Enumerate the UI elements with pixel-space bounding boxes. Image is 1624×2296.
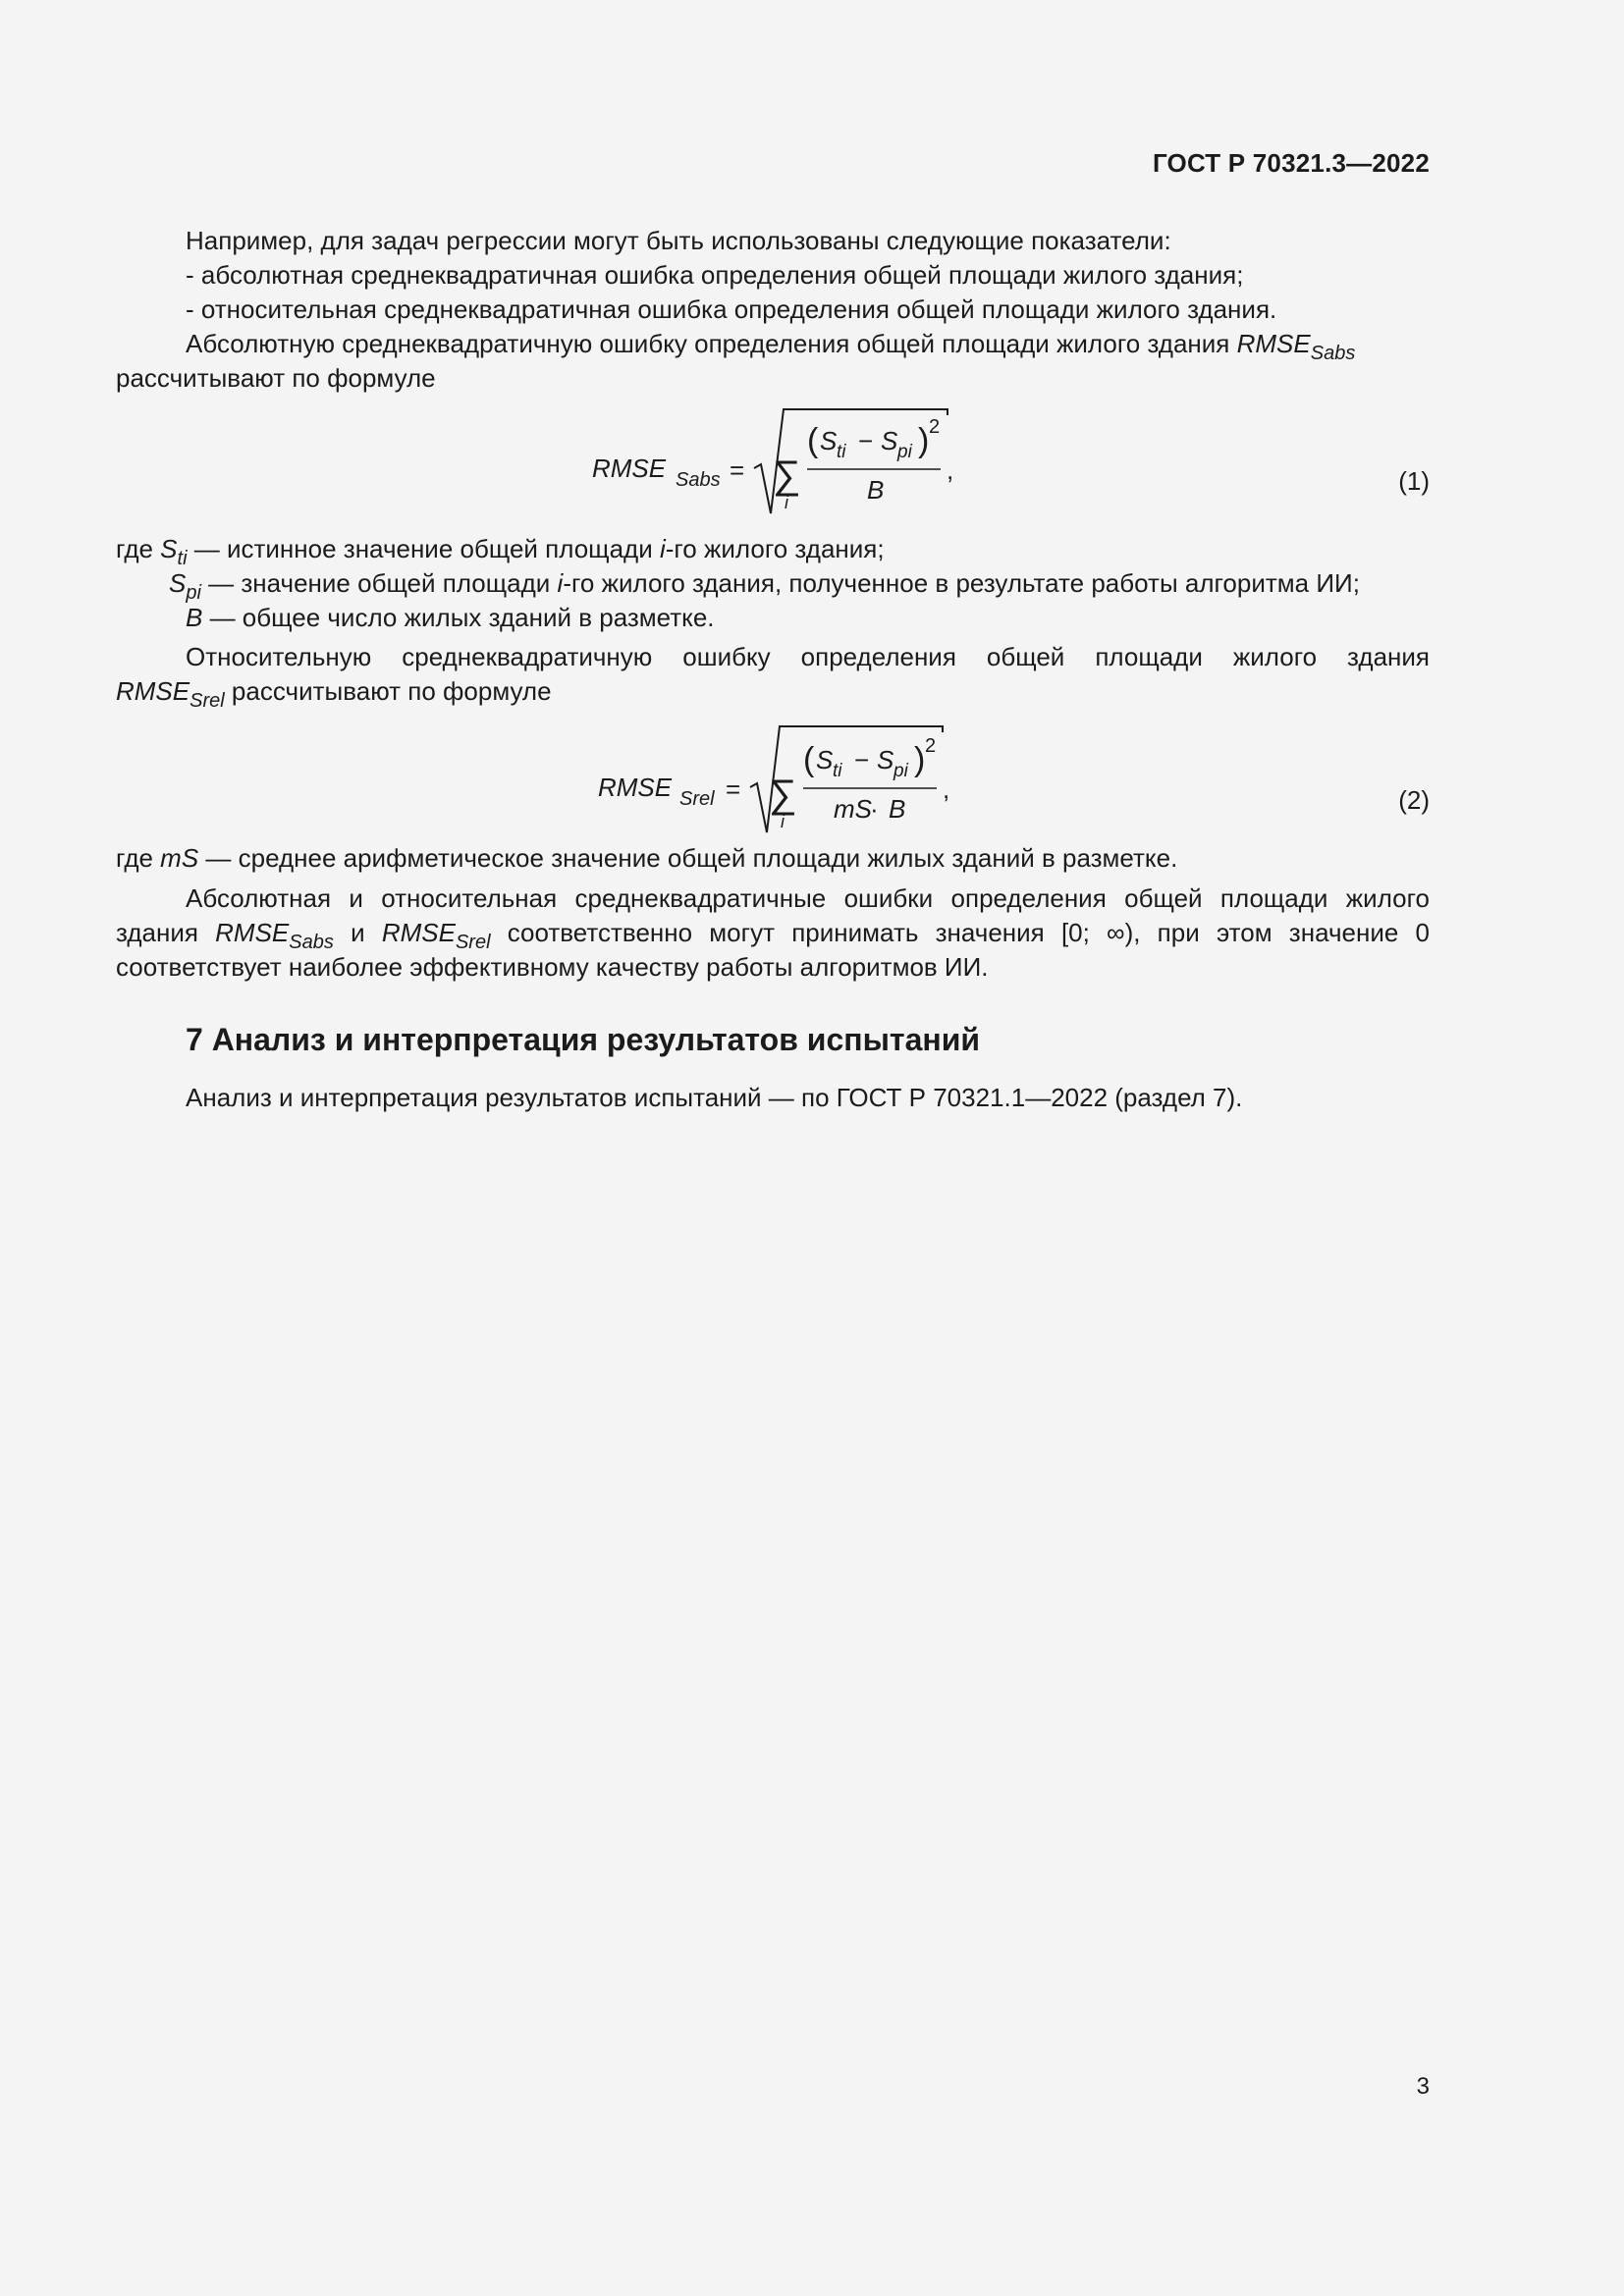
f2-den-dot: · <box>870 794 879 824</box>
f2-den-b: B <box>889 794 906 824</box>
rel-intro-line2: $RMSE_{Srel}$ рассчитывают по формуле <box>116 676 552 712</box>
f2-num-s2: S <box>877 745 894 774</box>
intro-item-abs: - абсолютная среднеквадратичная ошибка определения общей площади жилого здания; <box>186 260 1244 290</box>
where-b: B — общее число жилых зданий в разметке. <box>186 603 715 632</box>
f2-lhs-rmse: RMSE <box>598 773 673 802</box>
svg-text:): ) <box>918 422 930 459</box>
f1-num-sub-pi: pi <box>897 442 912 462</box>
f1-num-sub-ti: ti <box>837 442 846 462</box>
f2-num-s1: S <box>816 745 834 774</box>
f2-num-sub-pi: pi <box>893 761 908 781</box>
where-spi: $S_{pi}$ — значение общей площади i-го жилого здания, полученное в результате работы алгоритма ИИ; <box>169 568 1360 604</box>
f2-den-ms: mS <box>834 794 872 824</box>
document-id: ГОСТ Р 70321.3—2022 <box>1152 148 1430 178</box>
where-ms: где mS — среднее арифметическое значение общей площади жилых зданий в разметке. <box>116 843 1178 873</box>
svg-text:(: ( <box>807 422 819 459</box>
rmse-rel-symbol: $RMSE_{Srel}$ <box>116 676 225 712</box>
f1-num-s2: S <box>881 426 898 455</box>
f1-num-s1: S <box>820 426 838 455</box>
svg-text:(: ( <box>803 741 815 778</box>
intro-block <box>116 224 1430 396</box>
f2-sigma: ∑ <box>769 773 797 816</box>
f2-equals: = <box>726 774 741 804</box>
f1-sigma: ∑ <box>773 454 801 497</box>
rel-formula-intro <box>116 640 1430 712</box>
f1-num-square: 2 <box>929 416 941 438</box>
intro-lead: Например, для задач регрессии могут быть использованы следующие показатели: <box>186 226 1171 255</box>
rmse-abs-symbol: $RMSE_{Sabs}$ <box>1236 329 1356 364</box>
intro-item-rel: - относительная среднеквадратичная ошибка определения общей площади жилого здания. <box>186 294 1277 324</box>
svg-text:): ) <box>914 741 926 778</box>
f2-comma: , <box>943 774 950 804</box>
f2-num-minus: − <box>854 745 870 774</box>
f2-sigma-index: i <box>781 812 785 831</box>
f1-lhs-sub: Sabs <box>676 469 721 491</box>
f1-den-b: B <box>867 475 885 505</box>
conclusion-paragraph: Абсолютная и относительная среднеквадратичные ошибки определения общей площади жилого здания $RMSE_{Sabs}$ и $RMSE_{Srel}$ соответственно могут принимать значения [0; ∞), при этом значение 0 соответствует наиболее эффективному качеству работы алгоритмов ИИ. <box>116 883 1430 982</box>
f2-num-square: 2 <box>925 735 937 757</box>
formula-1-number: (1) <box>1398 466 1430 496</box>
abs-formula-intro-cont: рассчитывают по формуле <box>116 363 436 393</box>
abs-formula-intro: Абсолютную среднеквадратичную ошибку определения общей площади жилого здания $RMSE_{Sabs}$ <box>186 329 1356 364</box>
rel-intro-line1: Относительную среднеквадратичную ошибку определения общей площади жилого здания <box>186 642 1430 671</box>
f2-lhs-sub: Srel <box>679 788 715 810</box>
where-sti: где $S_{ti}$ — истинное значение общей площади i-го жилого здания; <box>116 534 885 569</box>
f1-equals: = <box>730 455 745 485</box>
formula-2-number: (2) <box>1398 785 1430 815</box>
f1-sigma-index: i <box>785 493 788 512</box>
section-7-heading: 7 Анализ и интерпретация результатов испытаний <box>186 1022 981 1057</box>
f2-num-sub-ti: ti <box>833 761 842 781</box>
page-number: 3 <box>1416 2073 1430 2100</box>
formula-1-math <box>0 398 1624 525</box>
f1-comma: , <box>947 455 954 485</box>
f1-lhs-rmse: RMSE <box>592 454 667 483</box>
section-7-body: Анализ и интерпретация результатов испытаний — по ГОСТ Р 70321.1—2022 (раздел 7). <box>186 1083 1243 1112</box>
formula-2-math <box>0 717 1624 844</box>
f1-num-minus: − <box>858 426 874 455</box>
